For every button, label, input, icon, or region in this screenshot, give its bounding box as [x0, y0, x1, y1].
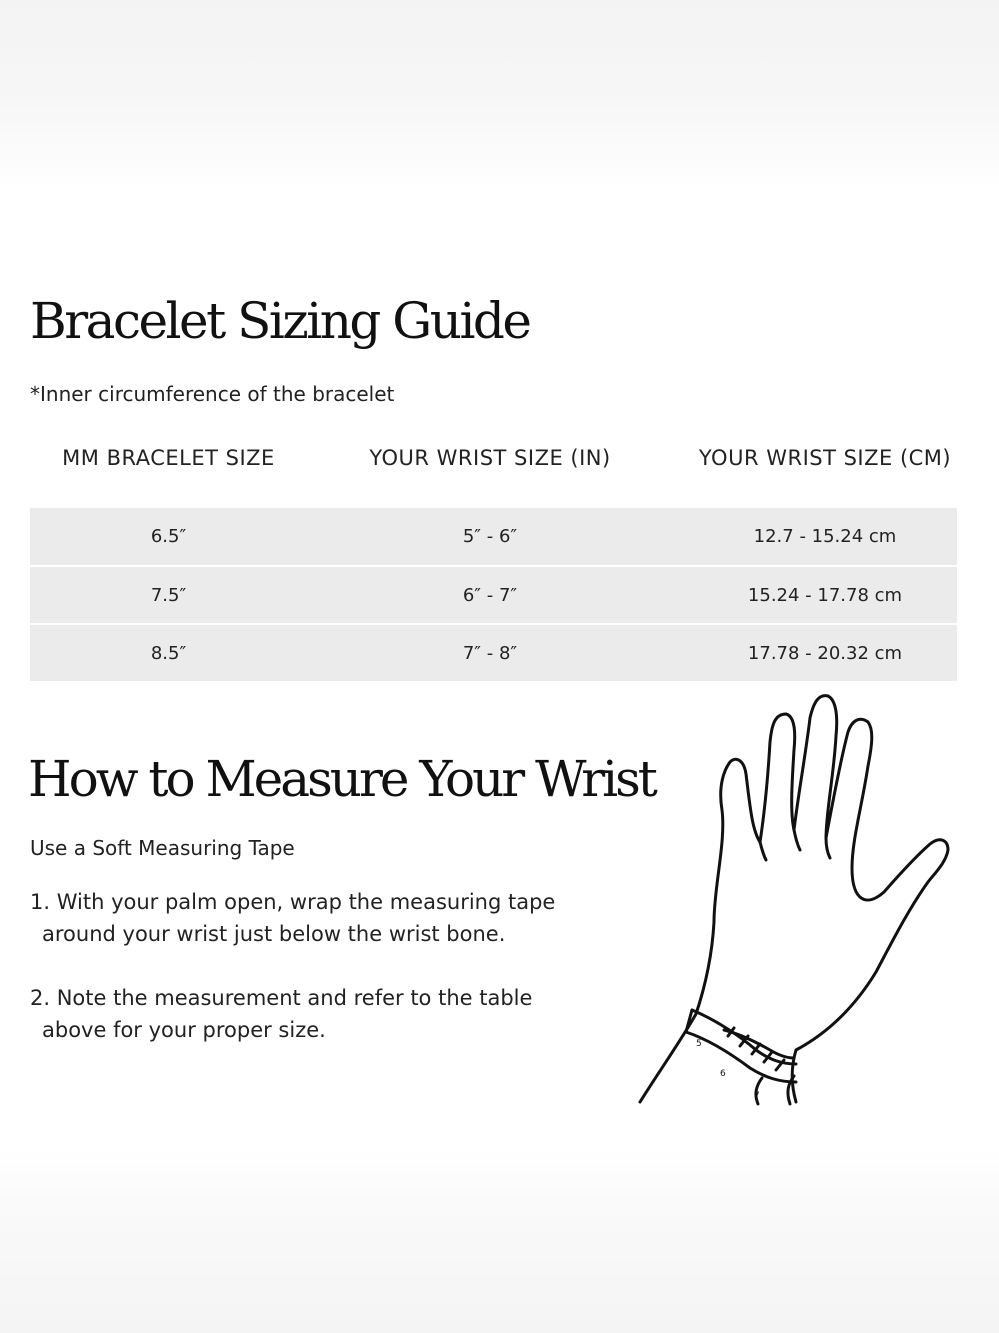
tape-mark: 5	[696, 1039, 702, 1049]
bracelet-size-cell: 6.5″	[150, 526, 187, 547]
hand-measuring-tape-illustration	[630, 690, 970, 1110]
bracelet-size-cell: 7.5″	[150, 584, 187, 606]
table-row	[30, 625, 957, 683]
wrist-size-in-cell: 7″ - 8″	[462, 642, 518, 664]
column-header-bracelet-size: MM BRACELET SIZE	[62, 446, 275, 470]
measure-wrist-title: How to Measure Your Wrist	[28, 750, 655, 808]
sizing-guide-title: Bracelet Sizing Guide	[30, 292, 530, 350]
inner-circumference-note: *Inner circumference of the bracelet	[30, 382, 395, 406]
measuring-tape-icon	[686, 1010, 796, 1104]
step-number: 1.	[30, 890, 57, 914]
measuring-tape-instruction: Use a Soft Measuring Tape	[30, 836, 295, 860]
hand-outline-icon	[640, 696, 948, 1102]
step-text-continued: above for your proper size.	[42, 1018, 326, 1042]
step-2	[30, 982, 590, 1046]
step-text: With your palm open, wrap the measuring tape	[56, 890, 556, 914]
bracelet-size-cell: 8.5″	[150, 642, 187, 664]
table-row	[30, 567, 957, 625]
tape-mark: 7	[754, 1091, 760, 1101]
wrist-size-in-cell: 5″ - 6″	[462, 526, 518, 547]
wrist-size-cm-cell: 15.24 - 17.78 cm	[747, 584, 903, 606]
wrist-size-cm-cell: 17.78 - 20.32 cm	[747, 642, 903, 664]
top-fade-background	[0, 0, 999, 190]
step-1	[30, 886, 590, 950]
column-header-wrist-size-in: YOUR WRIST SIZE (IN)	[369, 446, 611, 470]
size-table	[30, 508, 957, 683]
step-number: 2.	[30, 986, 57, 1010]
table-row	[30, 508, 957, 567]
wrist-size-in-cell: 6″ - 7″	[462, 584, 518, 606]
bottom-fade-background	[0, 1148, 999, 1333]
tape-mark: 6	[720, 1069, 726, 1079]
step-text: Note the measurement and refer to the table	[56, 986, 533, 1010]
column-header-wrist-size-cm: YOUR WRIST SIZE (CM)	[698, 446, 952, 470]
step-text-continued: around your wrist just below the wrist bone.	[42, 922, 506, 946]
wrist-size-cm-cell: 12.7 - 15.24 cm	[753, 526, 897, 547]
